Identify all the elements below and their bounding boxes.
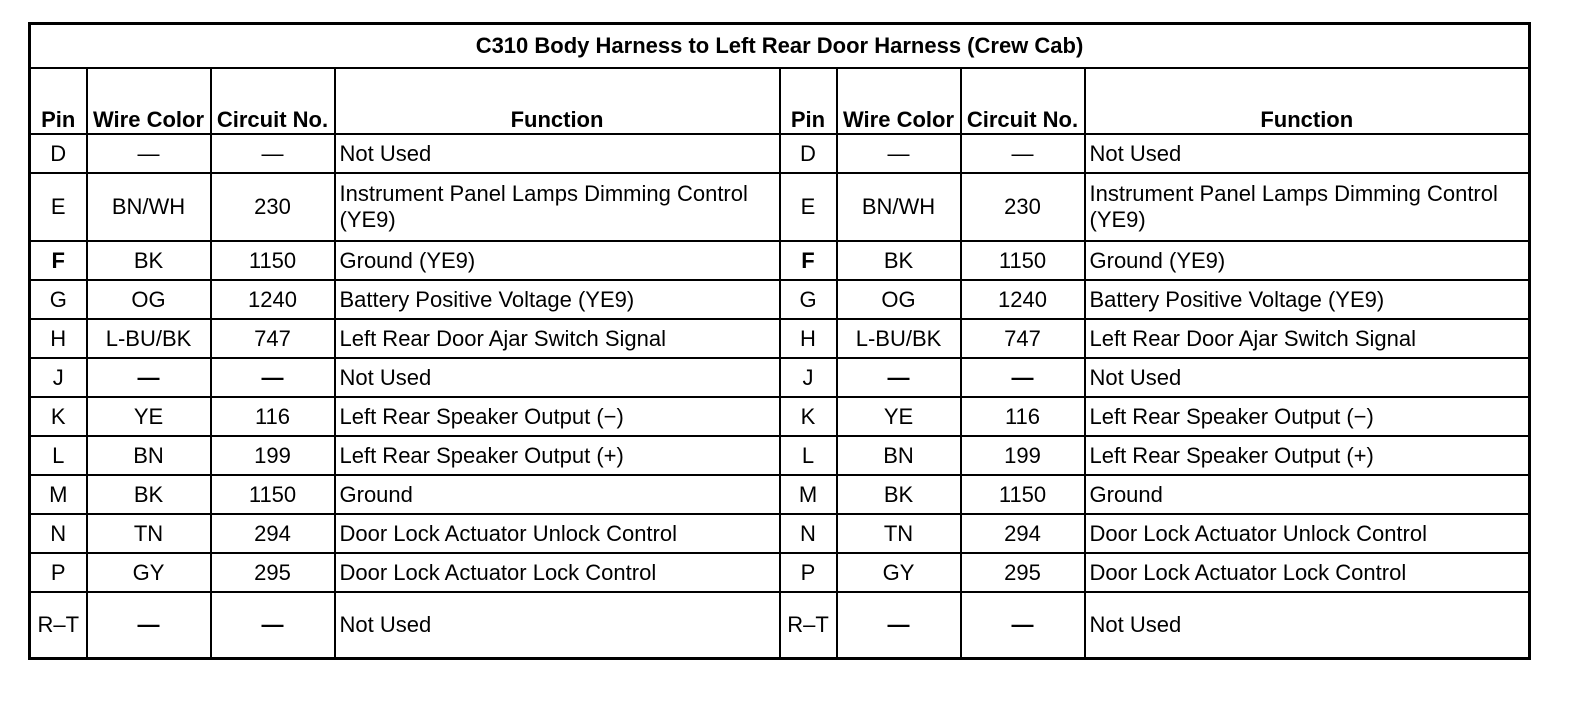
function-cell: Not Used (335, 134, 780, 173)
table-row (30, 319, 1530, 358)
function-cell: Left Rear Speaker Output (−) (335, 397, 780, 436)
function-cell: Instrument Panel Lamps Dimming Control (YE9) (335, 173, 780, 241)
pin-cell: M (780, 475, 837, 514)
connector-table (28, 22, 1531, 660)
function-cell: Ground (YE9) (1085, 241, 1530, 280)
function-cell: Door Lock Actuator Unlock Control (335, 514, 780, 553)
table-row (30, 280, 1530, 319)
pin-cell: J (780, 358, 837, 397)
table-title: C310 Body Harness to Left Rear Door Harness (Crew Cab) (30, 24, 1530, 69)
function-cell: Left Rear Speaker Output (+) (1085, 436, 1530, 475)
wire-color-cell: — (87, 358, 211, 397)
circuit-cell: 1240 (211, 280, 335, 319)
pin-cell: L (30, 436, 87, 475)
wire-color-cell: BK (837, 241, 961, 280)
function-cell: Instrument Panel Lamps Dimming Control (YE9) (1085, 173, 1530, 241)
pin-cell: H (30, 319, 87, 358)
function-cell: Not Used (1085, 134, 1530, 173)
function-cell: Left Rear Speaker Output (+) (335, 436, 780, 475)
circuit-cell: 1150 (211, 241, 335, 280)
wire-color-cell: TN (87, 514, 211, 553)
function-cell: Door Lock Actuator Lock Control (335, 553, 780, 592)
wire-color-cell: BK (837, 475, 961, 514)
circuit-cell: 230 (211, 173, 335, 241)
wire-color-cell: — (837, 358, 961, 397)
pin-cell: N (30, 514, 87, 553)
pin-cell: G (780, 280, 837, 319)
circuit-cell: — (211, 358, 335, 397)
table-row (30, 358, 1530, 397)
circuit-cell: 1150 (211, 475, 335, 514)
wire-color-cell: BN/WH (837, 173, 961, 241)
pin-cell: D (780, 134, 837, 173)
header-pin: Pin (30, 68, 87, 134)
header-function: Function (1085, 68, 1530, 134)
pin-cell: K (780, 397, 837, 436)
wire-color-cell: YE (837, 397, 961, 436)
circuit-cell: — (961, 592, 1085, 659)
table-row (30, 553, 1530, 592)
header-wire-color: Wire Color (837, 68, 961, 134)
table-row (30, 436, 1530, 475)
function-cell: Not Used (335, 358, 780, 397)
header-wire-color: Wire Color (87, 68, 211, 134)
pin-cell: D (30, 134, 87, 173)
circuit-cell: 295 (961, 553, 1085, 592)
header-circuit-no: Circuit No. (961, 68, 1085, 134)
pin-cell: N (780, 514, 837, 553)
circuit-cell: 230 (961, 173, 1085, 241)
wire-color-cell: TN (837, 514, 961, 553)
circuit-cell: 295 (211, 553, 335, 592)
function-cell: Not Used (1085, 358, 1530, 397)
pin-cell: H (780, 319, 837, 358)
wire-color-cell: OG (837, 280, 961, 319)
wire-color-cell: BN (87, 436, 211, 475)
function-cell: Left Rear Speaker Output (−) (1085, 397, 1530, 436)
circuit-cell: 116 (961, 397, 1085, 436)
function-cell: Ground (YE9) (335, 241, 780, 280)
function-cell: Door Lock Actuator Lock Control (1085, 553, 1530, 592)
pin-cell: P (30, 553, 87, 592)
table-row (30, 241, 1530, 280)
circuit-cell: 1150 (961, 475, 1085, 514)
circuit-cell: 116 (211, 397, 335, 436)
circuit-cell: — (211, 134, 335, 173)
header-row (30, 68, 1530, 134)
circuit-cell: 747 (961, 319, 1085, 358)
table-row (30, 514, 1530, 553)
function-cell: Not Used (335, 592, 780, 659)
header-pin: Pin (780, 68, 837, 134)
function-cell: Door Lock Actuator Unlock Control (1085, 514, 1530, 553)
wire-color-cell: — (837, 592, 961, 659)
function-cell: Battery Positive Voltage (YE9) (1085, 280, 1530, 319)
pin-cell: E (30, 173, 87, 241)
table-row (30, 592, 1530, 659)
table-row (30, 397, 1530, 436)
wire-color-cell: GY (837, 553, 961, 592)
pin-cell: L (780, 436, 837, 475)
header-function: Function (335, 68, 780, 134)
pin-cell: M (30, 475, 87, 514)
circuit-cell: — (211, 592, 335, 659)
pin-cell: R–T (30, 592, 87, 659)
pin-cell: F (30, 241, 87, 280)
pin-cell: F (780, 241, 837, 280)
wire-color-cell: — (837, 134, 961, 173)
wire-color-cell: — (87, 134, 211, 173)
pin-cell: G (30, 280, 87, 319)
circuit-cell: 199 (961, 436, 1085, 475)
function-cell: Left Rear Door Ajar Switch Signal (1085, 319, 1530, 358)
circuit-cell: 294 (211, 514, 335, 553)
circuit-cell: 747 (211, 319, 335, 358)
wire-color-cell: — (87, 592, 211, 659)
circuit-cell: — (961, 134, 1085, 173)
wire-color-cell: BN/WH (87, 173, 211, 241)
wire-color-cell: BK (87, 241, 211, 280)
function-cell: Left Rear Door Ajar Switch Signal (335, 319, 780, 358)
wire-color-cell: GY (87, 553, 211, 592)
wire-color-cell: BK (87, 475, 211, 514)
pin-cell: R–T (780, 592, 837, 659)
circuit-cell: 1240 (961, 280, 1085, 319)
function-cell: Ground (335, 475, 780, 514)
pin-cell: E (780, 173, 837, 241)
wire-color-cell: BN (837, 436, 961, 475)
pin-cell: J (30, 358, 87, 397)
function-cell: Ground (1085, 475, 1530, 514)
wire-color-cell: L-BU/BK (87, 319, 211, 358)
circuit-cell: 1150 (961, 241, 1085, 280)
function-cell: Battery Positive Voltage (YE9) (335, 280, 780, 319)
table-row (30, 134, 1530, 173)
header-circuit-no: Circuit No. (211, 68, 335, 134)
pin-cell: P (780, 553, 837, 592)
table-row (30, 475, 1530, 514)
pin-cell: K (30, 397, 87, 436)
wire-color-cell: YE (87, 397, 211, 436)
circuit-cell: 199 (211, 436, 335, 475)
function-cell: Not Used (1085, 592, 1530, 659)
table-row (30, 173, 1530, 241)
circuit-cell: — (961, 358, 1085, 397)
circuit-cell: 294 (961, 514, 1085, 553)
wire-color-cell: L-BU/BK (837, 319, 961, 358)
wire-color-cell: OG (87, 280, 211, 319)
